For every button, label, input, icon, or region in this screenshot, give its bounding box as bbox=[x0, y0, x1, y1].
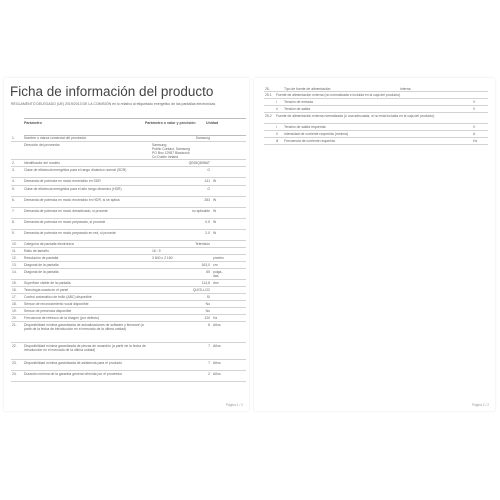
row-unit: V bbox=[473, 124, 476, 129]
row-value: G bbox=[207, 187, 210, 191]
table-row bbox=[264, 92, 488, 99]
row-value: 7 bbox=[208, 344, 210, 348]
row-number: 15. bbox=[12, 281, 17, 285]
row-number: 22. bbox=[12, 344, 17, 348]
table-row bbox=[264, 99, 488, 106]
table-row bbox=[264, 106, 488, 113]
row-parameter: Demanda de potencia en modo encendido en HDR, si se aplica bbox=[24, 198, 120, 202]
table-row bbox=[11, 294, 246, 301]
row-value: 8 bbox=[208, 323, 210, 327]
row-number: 3. bbox=[12, 168, 15, 172]
table-row bbox=[264, 138, 488, 145]
row-parameter: Sensor de presencia disponible bbox=[24, 309, 72, 313]
row-value: QE65Q80BAT bbox=[188, 161, 210, 165]
row-number: 17. bbox=[12, 295, 17, 299]
table-row bbox=[264, 131, 488, 138]
row-unit: W bbox=[213, 231, 217, 235]
row-number: 12. bbox=[12, 256, 17, 260]
row-number: 1. bbox=[12, 136, 15, 140]
row-value: QLED-LCD bbox=[192, 288, 210, 292]
row-subnumber: i bbox=[276, 124, 277, 129]
row-parameter: Tensión de salida bbox=[284, 106, 311, 111]
page-number: Página 1 / 2 bbox=[225, 403, 243, 407]
row-parameter: Disponibilidad mínima garantizada de actualizaciones de software y firmware (a partir de la fecha de introducción en el mercado de la última unidad) bbox=[24, 323, 144, 331]
row-parameter: Diagonal de la pantalla bbox=[24, 270, 59, 274]
table-row bbox=[11, 255, 246, 262]
row-number: 23. bbox=[12, 361, 17, 365]
row-parameter: Fuente de alimentación externa (no normalizada e incluida en la caja del producto) bbox=[276, 92, 401, 97]
row-number: 19. bbox=[12, 309, 17, 313]
row-parameter: Tensión de entrada bbox=[284, 99, 313, 104]
parameter-table bbox=[11, 135, 246, 382]
row-parameter: Frecuencia de corriente requerida bbox=[284, 138, 335, 143]
row-number: 2. bbox=[12, 161, 15, 165]
row-number: 25. bbox=[265, 86, 270, 91]
row-number: 4. bbox=[12, 179, 15, 183]
row-parameter: Clase de eficiencia energética para el rango dinámico normal (SDR) bbox=[24, 168, 127, 172]
row-unit: pulga- das bbox=[213, 270, 223, 278]
table-row bbox=[11, 197, 246, 208]
row-value: 114,8 bbox=[201, 281, 210, 285]
table-row bbox=[11, 135, 246, 142]
row-parameter: Diagonal de la pantalla bbox=[24, 263, 59, 267]
row-parameter: Control automático de brillo (ABC) disponible bbox=[24, 295, 92, 299]
row-number: 6. bbox=[12, 198, 15, 202]
table-row bbox=[11, 315, 246, 322]
row-unit: Años bbox=[213, 361, 221, 365]
row-unit: Años bbox=[213, 344, 221, 348]
row-parameter: Demanda de potencia en modo preparado en red, si procede bbox=[24, 231, 116, 235]
row-parameter: Resolución de pantalla bbox=[24, 256, 59, 260]
row-unit: Años bbox=[213, 372, 221, 376]
table-row bbox=[11, 160, 246, 167]
row-number: 10. bbox=[12, 242, 17, 246]
row-value: 163,0 bbox=[201, 263, 210, 267]
row-parameter: Nombre o marca comercial del proveedor bbox=[24, 136, 87, 140]
table-row bbox=[264, 113, 488, 124]
table-row bbox=[11, 371, 246, 382]
table-row bbox=[11, 230, 246, 241]
row-unit: A bbox=[473, 131, 476, 136]
row-value: Samsung Public Contact, Samsung PO Box 12987 Blackrock Co Dublin Ireland bbox=[152, 143, 191, 159]
row-parameter: Dirección del proveedor bbox=[24, 143, 60, 147]
row-parameter: Disponibilidad mínima garantizada de piezas de recambio (a partir de la fecha de introducción en el mercado de la última unidad) bbox=[24, 344, 146, 352]
table-row bbox=[11, 248, 246, 255]
row-unit: Hz bbox=[213, 316, 218, 320]
table-row bbox=[264, 124, 488, 131]
row-unit: V bbox=[473, 106, 476, 111]
row-unit: Hz bbox=[473, 138, 478, 143]
table-row bbox=[11, 186, 246, 197]
row-unit: W bbox=[213, 198, 217, 202]
row-number: 24. bbox=[12, 372, 17, 376]
row-value: No bbox=[205, 309, 210, 313]
row-subnumber: i bbox=[276, 99, 277, 104]
row-parameter: Intensidad de corriente requerida (mínima) bbox=[284, 131, 349, 136]
page-title: Ficha de información del producto bbox=[10, 84, 214, 99]
row-parameter: Tensión de salida requerida bbox=[284, 124, 326, 129]
row-unit: cm bbox=[213, 263, 218, 267]
row-number: 20. bbox=[12, 316, 17, 320]
regulation-text: REGLAMENTO DELEGADO (UE) 2019/2013 DE LA COMISIÓN en lo relativo al etiquetado energético de las pantallas electrónicas bbox=[11, 102, 216, 106]
table-row bbox=[11, 262, 246, 269]
row-parameter: Superficie visible de la pantalla bbox=[24, 281, 71, 285]
row-unit: Años bbox=[213, 323, 221, 327]
row-number: 21. bbox=[12, 323, 17, 327]
row-value: 16 : 9 bbox=[152, 249, 161, 253]
header-value: Parámetro o valor y precisión bbox=[145, 121, 196, 125]
row-value: 2.0 bbox=[205, 231, 210, 235]
table-row bbox=[11, 219, 246, 230]
table-row bbox=[11, 343, 246, 360]
row-number: 16. bbox=[12, 288, 17, 292]
row-value: Sí bbox=[206, 295, 210, 299]
row-parameter: Clase de eficiencia energética para el alto rango dinámico (HDR) bbox=[24, 187, 122, 191]
row-parameter: Fuente de alimentación externa normalizada (o una adecuada, si no está incluida en la caja del producto) bbox=[276, 113, 435, 118]
table-row bbox=[11, 322, 246, 343]
row-parameter: Categoría de pantalla electrónica bbox=[24, 242, 74, 246]
row-value: 2 bbox=[208, 372, 210, 376]
row-value: 120 bbox=[204, 316, 210, 320]
row-number: 18. bbox=[12, 302, 17, 306]
row-unit: W bbox=[213, 179, 217, 183]
table-row bbox=[11, 287, 246, 294]
row-unit: V bbox=[473, 99, 476, 104]
row-parameter: Sensor de reconocimiento vocal disponible bbox=[24, 302, 89, 306]
table-row bbox=[11, 360, 246, 371]
row-number: 13. bbox=[12, 263, 17, 267]
row-value: 65 bbox=[206, 270, 210, 274]
table-row bbox=[11, 280, 246, 287]
row-number: 25.1 bbox=[265, 92, 272, 97]
row-value: 0.5 bbox=[205, 220, 210, 224]
row-unit: píxeles bbox=[213, 256, 224, 260]
table-row bbox=[11, 269, 246, 280]
header-parameter: Parámetro bbox=[24, 121, 42, 125]
row-parameter: Tecnología usada en el panel bbox=[24, 288, 69, 292]
table-row bbox=[11, 308, 246, 315]
row-parameter: Demanda de potencia en modo encendido en SDR bbox=[24, 179, 101, 183]
table-row bbox=[11, 301, 246, 308]
row-value: Interna bbox=[400, 86, 411, 91]
row-value: Televisión bbox=[195, 242, 210, 246]
row-unit: W bbox=[213, 220, 217, 224]
page-number: Página 2 / 2 bbox=[471, 403, 489, 407]
row-value: 3 840 x 2 160 bbox=[152, 256, 173, 260]
row-parameter: Ratio de tamaño bbox=[24, 249, 49, 253]
row-number: 25.2 bbox=[265, 113, 272, 118]
row-value: 7 bbox=[208, 361, 210, 365]
table-header bbox=[24, 118, 246, 136]
table-row bbox=[11, 178, 246, 186]
row-subnumber: ii bbox=[276, 131, 278, 136]
row-parameter: Demanda de potencia en modo preparado, si procede bbox=[24, 220, 106, 224]
datasheet-page-1 bbox=[4, 78, 249, 411]
table-row bbox=[11, 142, 246, 160]
row-unit: dm² bbox=[213, 281, 219, 285]
row-value: no aplicable bbox=[191, 209, 210, 213]
row-subnumber: ii bbox=[276, 106, 278, 111]
row-parameter: Disponibilidad mínima garantizada de asistencia para el producto bbox=[24, 361, 123, 365]
row-number: 8. bbox=[12, 220, 15, 224]
row-number: 7. bbox=[12, 209, 15, 213]
row-parameter: Identificador del modelo bbox=[24, 161, 61, 165]
row-value: 283 bbox=[204, 198, 210, 202]
row-unit: W bbox=[213, 209, 217, 213]
row-number: 14. bbox=[12, 270, 17, 274]
row-parameter: Duración mínima de la garantía general ofrecida por el proveedor bbox=[24, 372, 123, 376]
row-value: 141 bbox=[204, 179, 210, 183]
row-parameter: Frecuencia de refresco de la imagen (por defecto) bbox=[24, 316, 100, 320]
datasheet-page-2 bbox=[254, 78, 495, 411]
table-row bbox=[11, 208, 246, 219]
row-subnumber: iii bbox=[276, 138, 279, 143]
row-number: 9. bbox=[12, 231, 15, 235]
row-parameter: Demanda de potencia en modo desactivado, si procede bbox=[24, 209, 108, 213]
table-row bbox=[11, 241, 246, 248]
row-number: 5. bbox=[12, 187, 15, 191]
row-value: Samsung bbox=[195, 136, 210, 140]
power-supply-table bbox=[264, 86, 488, 145]
row-parameter: Tipo de fuente de alimentación: bbox=[284, 86, 332, 91]
row-value: G bbox=[207, 168, 210, 172]
table-row bbox=[11, 167, 246, 178]
row-number: 11. bbox=[12, 249, 17, 253]
header-unit: Unidad bbox=[206, 121, 219, 125]
row-value: No bbox=[205, 302, 210, 306]
